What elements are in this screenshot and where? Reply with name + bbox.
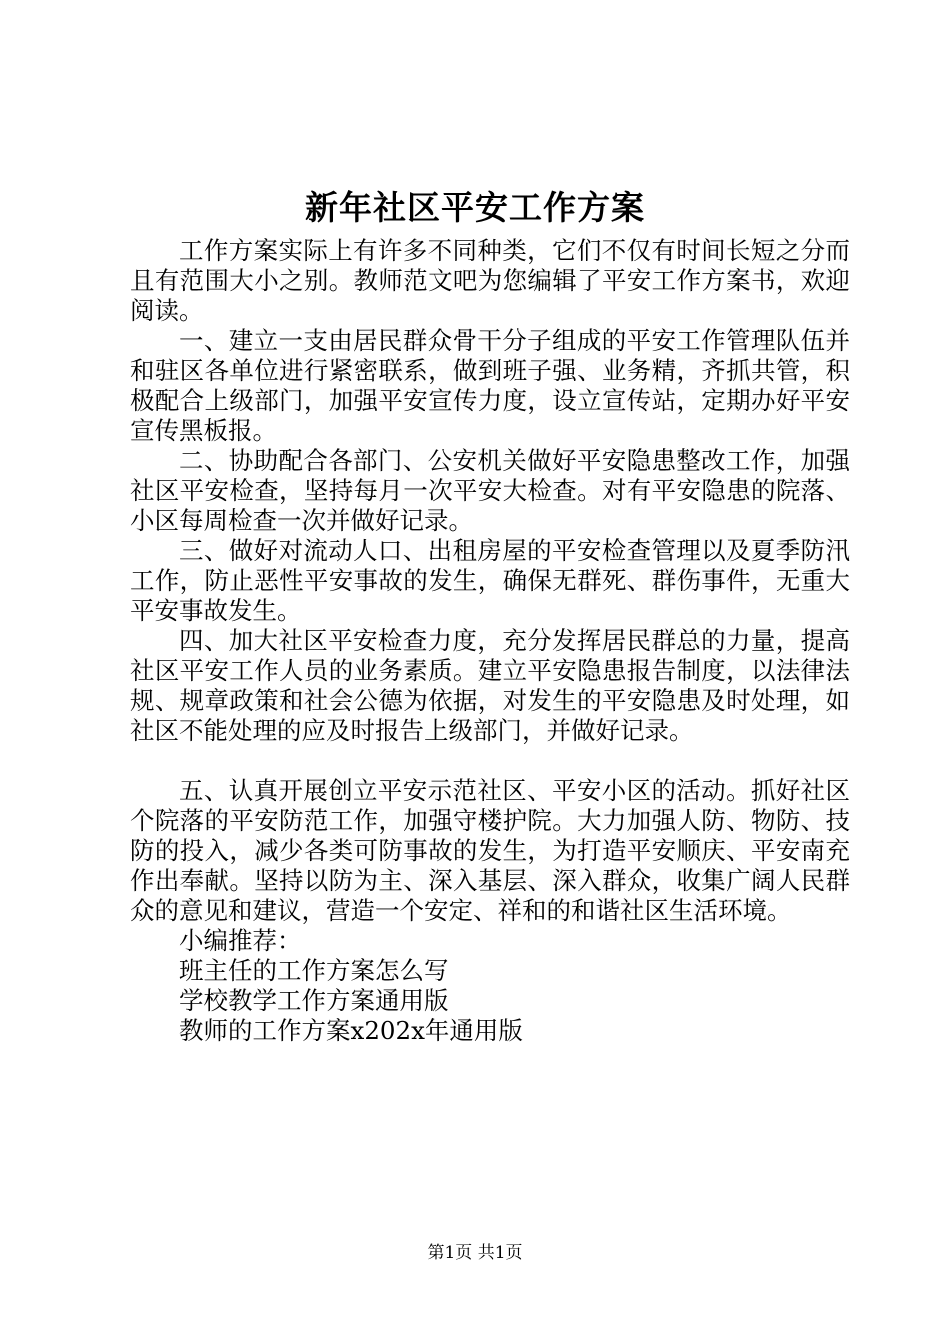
intro-paragraph: 工作方案实际上有许多不同种类，它们不仅有时间长短之分而且有范围大小之别。教师范文吧为您编辑了平安工作方案书，欢迎阅读。 bbox=[130, 236, 850, 325]
recommend-link-2[interactable]: 学校教学工作方案通用版 bbox=[179, 986, 449, 1015]
recommend-link-3[interactable]: 教师的工作方案x202x年通用版 bbox=[179, 1016, 523, 1045]
recommend-link-1[interactable]: 班主任的工作方案怎么写 bbox=[179, 956, 449, 985]
section-4-paragraph: 四、加大社区平安检查力度，充分发挥居民群总的力量，提高社区平安工作人员的业务素质。建立平安隐患报告制度，以法律法规、规章政策和社会公德为依据，对发生的平安隐患及时处理，如社区不能处理的应及时报告上级部门，并做好记录。 bbox=[130, 626, 850, 745]
recommend-label: 小编推荐： bbox=[179, 926, 302, 955]
document-body bbox=[130, 236, 850, 1046]
section-3-paragraph: 三、做好对流动人口、出租房屋的平安检查管理以及夏季防汛工作，防止恶性平安事故的发生，确保无群死、群伤事件，无重大平安事故发生。 bbox=[130, 536, 850, 625]
section-1-paragraph: 一、建立一支由居民群众骨干分子组成的平安工作管理队伍并和驻区各单位进行紧密联系，做到班子强、业务精，齐抓共管，积极配合上级部门，加强平安宣传力度，设立宣传站，定期办好平安宣传黑板报。 bbox=[130, 326, 850, 445]
section-5-paragraph: 五、认真开展创立平安示范社区、平安小区的活动。抓好社区个院落的平安防范工作，加强守楼护院。大力加强人防、物防、技防的投入，减少各类可防事故的发生，为打造平安顺庆、平安南充作出奉献。坚持以防为主、深入基层、深入群众，收集广阔人民群众的意见和建议，营造一个安定、祥和的和谐社区生活环境。 bbox=[130, 776, 850, 925]
section-2-paragraph: 二、协助配合各部门、公安机关做好平安隐患整改工作，加强社区平安检查，坚持每月一次平安大检查。对有平安隐患的院落、小区每周检查一次并做好记录。 bbox=[130, 446, 850, 535]
document-title: 新年社区平安工作方案 bbox=[305, 188, 645, 227]
page-footer: 第1页 共1页 bbox=[427, 1243, 523, 1263]
